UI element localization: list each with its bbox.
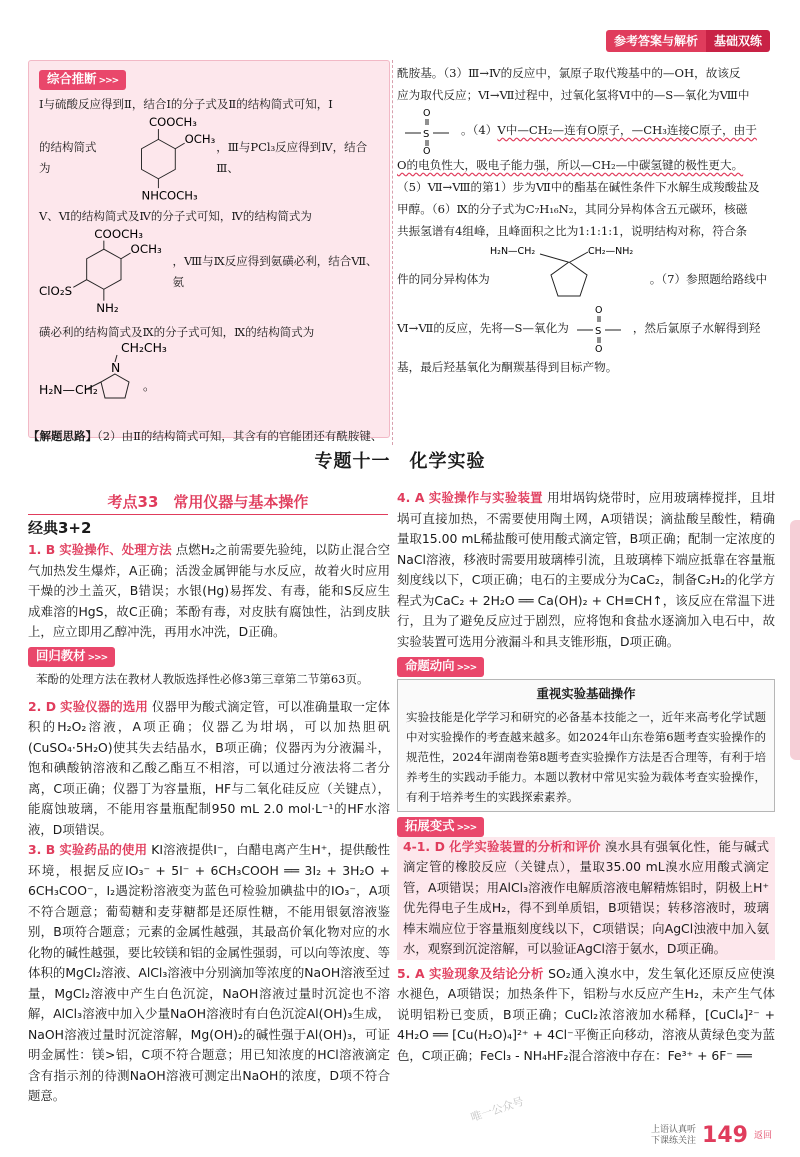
page-number: 149 (702, 1122, 748, 1148)
column-divider (392, 60, 393, 445)
rt-line-4: O的电负性大，吸电子能力强，所以—CH₂—中碳氢键的极性更大。 (397, 158, 744, 172)
side-tab-decoration (790, 520, 800, 760)
kaodian-title: 考点33 常用仪器与基本操作 (107, 493, 309, 511)
mingti-heading: 重视实验基础操作 (536, 686, 636, 701)
left-answers (28, 540, 390, 1107)
header-section-tag (606, 30, 770, 52)
huigui-text: 苯酚的处理方法在教材人教版选择性必修3第三章第二节第63页。 (36, 671, 369, 686)
svg-text:NHCOCH₃: NHCOCH₃ (141, 188, 198, 203)
mingti-text: 实验技能是化学学习和研究的必备基本技能之一，近年来高考化学试题中对实验操作的考查越来越多。如2024年山东卷第6题考查实验操作的规范性，2024年湖南卷第8题考查实验操作方法是否合理等，有利于培养考生的实践动手能力。本题以教材中常见实验为载体考查实验操作，有利于培养考生的实践探索素养。 (406, 709, 766, 804)
svg-text:O: O (423, 108, 431, 119)
header-label-basic: 基础双练 (706, 30, 770, 52)
footer-back: 返回 (753, 1131, 772, 1141)
rt-line-3a: 。（4） (461, 123, 498, 137)
svg-text:。: 。 (143, 378, 156, 393)
answer-3: 3. B 实验药品的使用 KI溶液提供I⁻，白醋电离产生H⁺，提供酸性环境，根据反应IO₃⁻ + 5I⁻ + 6CH₃COOH ══ 3I₂ + 3H₂O + 6CH₃COO⁻，I₂遇淀粉溶液变为蓝色可检验加碘盐中的IO₃⁻，A项不符合题意；葡萄糖和麦芽糖都是还原性糖，不能用银氨溶液鉴别，B项符合题意；元素的金属性越强，其最高价氧化物对应的水化物的碱性越强，要比较镁和铝的金属性强弱，可以向等浓度、等体积的MgCl₂溶液、AlCl₃溶液中分别滴加等浓度的NaOH溶液至过量，MgCl₂溶液中产生白色沉淀，NaOH溶液过量时沉淀也不溶解，AlCl₃溶液中加入少量NaOH溶液时有白色沉淀Al(OH)₃生成，NaOH溶液过量时沉淀溶解，Mg(OH)₂的碱性强于Al(OH)₃，可证明金属性：镁>铝，C项不符合题意；用已知浓度的HCl溶液滴定含有指示剂的待测NaOH溶液可测定出NaOH的浓度，D项不符合题意。 (28, 842, 390, 1103)
header-label-answer: 参考答案与解析 (606, 30, 706, 52)
svg-text:COOCH₃: COOCH₃ (94, 226, 144, 241)
right-top-explanation (397, 62, 775, 378)
rt-line-8a: 件的同分异构体为 (397, 272, 490, 286)
sulfonyl-structure (397, 106, 461, 154)
rt-line-9b: ，然后氯原子水解得到羟 (632, 321, 761, 335)
sulfonyl-structure-2 (569, 303, 633, 353)
page-footer (651, 1122, 772, 1148)
right-answers (397, 488, 775, 1066)
svg-text:O: O (594, 344, 603, 353)
tuozhan-pill: 拓展变式 >>> (397, 817, 484, 837)
mingti-box (397, 679, 775, 812)
inference-line-3: Ⅴ、Ⅵ的结构简式及Ⅳ的分子式可知，Ⅳ的结构简式为 (39, 209, 312, 223)
svg-text:O: O (423, 146, 431, 154)
inference-box (28, 60, 390, 438)
topic-title: 专题十一 化学实验 (314, 451, 486, 472)
structure-IX (39, 342, 209, 408)
svg-text:N: N (111, 360, 121, 375)
inference-line-2a: 的结构简式为 (39, 140, 97, 175)
huigui-pill: 回归教材 >>> (28, 647, 115, 667)
svg-text:O: O (594, 305, 603, 316)
rt-line-2: 应为取代反应；Ⅵ→Ⅶ过程中，过氧化氢将Ⅵ中的—S—氧化为Ⅷ中 (397, 88, 750, 102)
hint-label: 【解题思路】 (28, 429, 97, 443)
rt-line-10: 基，最后羟基氧化为酮羰基得到目标产物。 (397, 360, 618, 374)
inference-line-2b: ，Ⅲ与PCl₃反应得到Ⅳ，结合Ⅲ、 (216, 140, 368, 175)
rt-line-8b: 。（7）参照题给路线中 (649, 272, 768, 286)
footer-slogan: 上语认真听 下课练关注 (651, 1125, 697, 1146)
rt-line-5: （5）Ⅶ→Ⅷ的第1）步为Ⅶ中的酯基在碱性条件下水解生成羧酸盐及 (397, 180, 760, 194)
svg-text:CH₂—NH₂: CH₂—NH₂ (587, 246, 633, 257)
structure-I (104, 114, 217, 206)
rt-line-3b: Ⅴ中—CH₂—连有O原子，—CH₃连接C原子，由于 (497, 123, 757, 137)
svg-text:CH₂CH₃: CH₂CH₃ (121, 342, 167, 355)
rt-line-1: 酰胺基。（3）Ⅲ→Ⅳ的反应中，氯原子取代羧基中的—OH，故该反 (397, 66, 741, 80)
rt-line-6: 甲醇。（6）Ⅸ的分子式为C₇H₁₆N₂，其同分异构体含五元碳环，核磁 (397, 202, 748, 216)
answer-2: 2. D 实验仪器的选用 仪器甲为酸式滴定管，可以准确量取一定体积的H₂O₂溶液，A项正确；仪器乙为坩埚，可以加热胆矾(CuSO₄·5H₂O)使其失去结晶水，B项正确；仪器丙为分液漏斗，饱和碘酸钠溶液和乙酸乙酯互不相溶，可以通过分液法将二者分离，C项正确；仪器丁为容量瓶，HF与二氧化硅反应（关键点），能腐蚀玻璃，不能用容量瓶配制950 mL 2.0 mol·L⁻¹的HF水溶液，D项错误。 (28, 698, 390, 837)
jingdian-title: 经典3+2 (28, 519, 92, 537)
structure-IV (39, 226, 173, 322)
svg-text:H₂N—CH₂: H₂N—CH₂ (39, 382, 98, 397)
svg-text:COOCH₃: COOCH₃ (148, 115, 197, 130)
rt-line-7: 共振氢谱有4组峰，且峰面积之比为1:1:1:1，说明结构对称，符合条 (397, 224, 748, 238)
solution-hint (28, 426, 398, 446)
svg-text:ClO₂S: ClO₂S (39, 283, 73, 298)
svg-text:H₂N—CH₂: H₂N—CH₂ (489, 246, 535, 257)
kaodian-underline (28, 514, 388, 515)
svg-text:OCH₃: OCH₃ (130, 242, 162, 257)
watermark: 唯一公众号 (469, 1094, 526, 1125)
inference-pill: 综合推断 >>> (39, 70, 126, 90)
svg-text:NH₂: NH₂ (96, 301, 119, 316)
svg-text:S: S (594, 326, 602, 337)
hint-text: （2）由Ⅱ的结构简式可知，其含有的官能团还有酰胺键、 (97, 429, 383, 443)
isomer-structure (490, 242, 650, 300)
inference-line-4: ，Ⅷ与Ⅸ反应得到氨磺必利，结合Ⅶ、氨 (172, 254, 378, 289)
rt-line-9a: Ⅵ→Ⅶ的反应，先将—S—氧化为 (397, 321, 569, 335)
svg-text:S: S (423, 129, 430, 140)
answer-4-1: 4-1. D 化学实验装置的分析和评价 溴水具有强氧化性，能与碱式滴定管的橡胶反应（关键点），量取35.00 mL溴水应用酸式滴定管，A项错误；用AlCl₃溶液作电解质溶液电解精炼铝时，阴极上H⁺优先得电子生成H₂，得不到单质铝，B项错误；转移溶液时，玻璃棒末端应位于容量瓶刻度线以下，C项错误；向AgCl浊液中加入氨水，观察到沉淀溶解，可以验证AgCl溶于氨水，D项正确。 (397, 837, 775, 960)
inference-line-1: Ⅰ与硫酸反应得到Ⅱ，结合Ⅰ的分子式及Ⅱ的结构简式可知，Ⅰ (39, 97, 333, 111)
answer-5: 5. A 实验现象及结论分析 SO₂通入溴水中，发生氧化还原反应使溴水褪色，A项错误；加热条件下，铝粉与水反应产生H₂，未产生气体说明铝粉已变质，B项正确；CuCl₂浓溶液加水稀释，[CuCl₄]²⁻ + 4H₂O ══ [Cu(H₂O)₄]²⁺ + 4Cl⁻平衡正向移动，溶液从黄绿色变为蓝色，C项正确；FeCl₃ - NH₄HF₂混合溶液中存在：Fe³⁺ + 6F⁻ ══ (397, 965, 775, 1063)
svg-text:OCH₃: OCH₃ (184, 132, 216, 147)
answer-4: 4. A 实验操作与实验装置 用坩埚钩烧带时，应用玻璃棒搅拌，且坩埚可直接加热，不需要使用陶土网，A项错误；滴盐酸呈酸性，精确量取15.00 mL稀盐酸可使用酸式滴定管，B项正确；配制一定浓度的NaCl溶液，移液时需要用玻璃棒引流，且玻璃棒下端应抵靠在容量瓶刻度线以下，C项正确；电石的主要成分为CaC₂，制备C₂H₂的化学方程式为CaC₂ + 2H₂O ══ Ca(OH)₂ + CH≡CH↑，该反应在常温下进行，且为了避免反应过于剧烈，应将饱和食盐水逐滴加入电石中，故实验装置可选用分液漏斗和具支锥形瓶，D项正确。 (397, 490, 776, 649)
inference-line-5: 磺必利的结构简式及Ⅸ的分子式可知，Ⅸ的结构简式为 (39, 325, 315, 339)
answer-1: 1. B 实验操作、处理方法 点燃H₂之前需要先验纯，以防止混合空气加热发生爆炸，A正确；活泼金属钾能与水反应，故着火时应用干燥的沙土盖灭，B错误；水银(Hg)易挥发、有毒，能和S反应生成难溶的HgS，故C正确；苯酚有毒，对皮肤有腐蚀性，沾到皮肤上，应立即用乙醇冲洗，再用水冲洗，D正确。 (28, 542, 390, 639)
mingti-pill: 命题动向 >>> (397, 657, 484, 677)
